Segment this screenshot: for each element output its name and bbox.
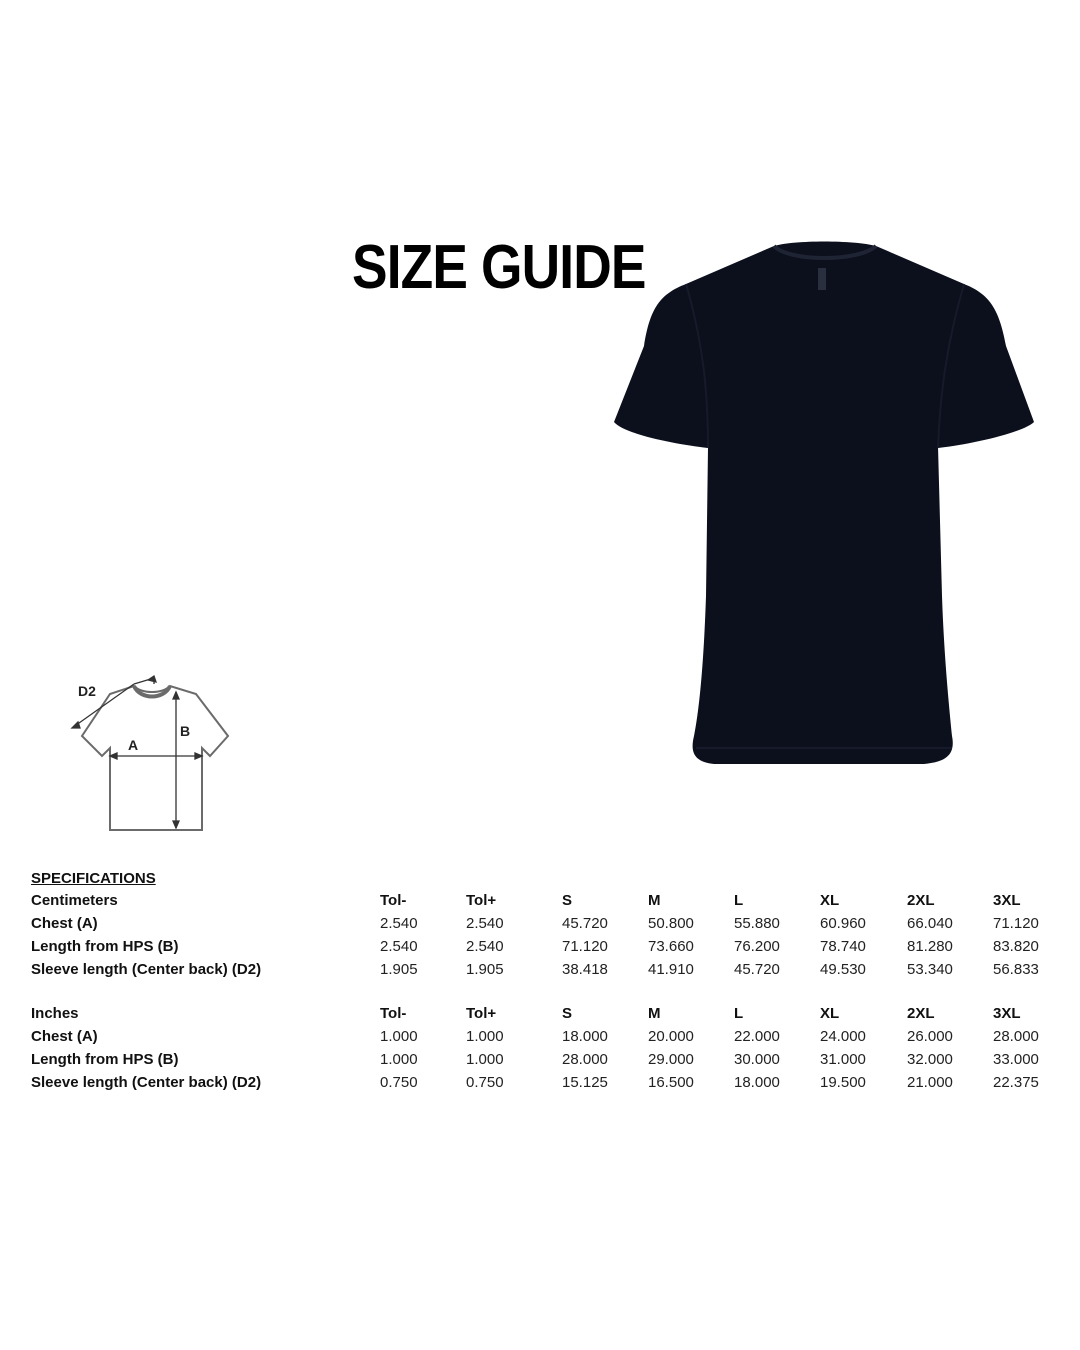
table-cell: 29.000 xyxy=(648,1051,694,1068)
table-cell: 49.530 xyxy=(820,961,866,978)
column-header: Tol- xyxy=(380,892,407,909)
table-cell: 19.500 xyxy=(820,1074,866,1091)
table-cell: 33.000 xyxy=(993,1051,1039,1068)
table-cell: 45.720 xyxy=(734,961,780,978)
table-cell: 20.000 xyxy=(648,1028,694,1045)
table-cell: 28.000 xyxy=(993,1028,1039,1045)
tshirt-body xyxy=(614,242,1034,765)
table-cell: 56.833 xyxy=(993,961,1039,978)
table-cell: 24.000 xyxy=(820,1028,866,1045)
table-cell: 81.280 xyxy=(907,938,953,955)
table-cell: 22.000 xyxy=(734,1028,780,1045)
diagram-label-a: A xyxy=(128,737,139,753)
diagram-shirt-outline xyxy=(82,686,228,830)
table-row xyxy=(31,935,1061,958)
column-header: L xyxy=(734,1005,744,1022)
table-cell: 1.000 xyxy=(380,1051,418,1068)
row-label: Chest (A) xyxy=(31,915,98,932)
table-row xyxy=(31,912,1061,935)
column-header: M xyxy=(648,892,661,909)
column-header: Tol- xyxy=(380,1005,407,1022)
table-cell: 1.000 xyxy=(466,1051,504,1068)
row-label: Length from HPS (B) xyxy=(31,938,179,955)
table-row xyxy=(31,1048,1061,1071)
table-cell: 76.200 xyxy=(734,938,780,955)
table-cell: 60.960 xyxy=(820,915,866,932)
table-cell: 71.120 xyxy=(993,915,1039,932)
table-cell: 1.905 xyxy=(380,961,418,978)
measurement-diagram xyxy=(56,670,246,840)
column-header: S xyxy=(562,892,573,909)
row-label: Sleeve length (Center back) (D2) xyxy=(31,961,262,978)
column-header: Tol+ xyxy=(466,892,497,909)
table-cell: 2.540 xyxy=(466,938,504,955)
table-cell: 78.740 xyxy=(820,938,866,955)
column-header: XL xyxy=(820,892,840,909)
table-cell: 38.418 xyxy=(562,961,608,978)
table-cell: 2.540 xyxy=(380,915,418,932)
specifications-table xyxy=(31,868,1061,1094)
column-header: L xyxy=(734,892,744,909)
diagram-label-b: B xyxy=(180,723,191,739)
table-row xyxy=(31,1025,1061,1048)
table-cell: 18.000 xyxy=(734,1074,780,1091)
column-header: 3XL xyxy=(993,892,1021,909)
table-cell: 26.000 xyxy=(907,1028,953,1045)
table-cell: 21.000 xyxy=(907,1074,953,1091)
table-cell: 1.905 xyxy=(466,961,504,978)
table-cell: 22.375 xyxy=(993,1074,1039,1091)
column-header: S xyxy=(562,1005,573,1022)
column-header: Tol+ xyxy=(466,1005,497,1022)
unit-label-centimeters: Centimeters xyxy=(31,892,118,909)
row-label: Chest (A) xyxy=(31,1028,98,1045)
specifications-heading: SPECIFICATIONS xyxy=(31,870,156,887)
table-cell: 66.040 xyxy=(907,915,953,932)
table-cell: 0.750 xyxy=(466,1074,504,1091)
column-header: 2XL xyxy=(907,1005,935,1022)
table-cell: 2.540 xyxy=(380,938,418,955)
centimeters-header-row xyxy=(31,889,1061,912)
table-cell: 71.120 xyxy=(562,938,608,955)
table-cell: 30.000 xyxy=(734,1051,780,1068)
column-header: 3XL xyxy=(993,1005,1021,1022)
table-cell: 53.340 xyxy=(907,961,953,978)
table-cell: 73.660 xyxy=(648,938,694,955)
table-cell: 0.750 xyxy=(380,1074,418,1091)
table-row xyxy=(31,958,1061,981)
table-cell: 1.000 xyxy=(466,1028,504,1045)
table-cell: 15.125 xyxy=(562,1074,608,1091)
table-cell: 18.000 xyxy=(562,1028,608,1045)
table-cell: 2.540 xyxy=(466,915,504,932)
table-cell: 41.910 xyxy=(648,961,694,978)
inches-header-row xyxy=(31,1002,1061,1025)
table-cell: 55.880 xyxy=(734,915,780,932)
row-label: Sleeve length (Center back) (D2) xyxy=(31,1074,262,1091)
table-cell: 83.820 xyxy=(993,938,1039,955)
tshirt-product-image xyxy=(604,236,1044,776)
table-cell: 1.000 xyxy=(380,1028,418,1045)
table-cell: 31.000 xyxy=(820,1051,866,1068)
table-row xyxy=(31,1071,1061,1094)
table-cell: 45.720 xyxy=(562,915,608,932)
table-cell: 28.000 xyxy=(562,1051,608,1068)
column-header: XL xyxy=(820,1005,840,1022)
table-cell: 32.000 xyxy=(907,1051,953,1068)
unit-label-inches: Inches xyxy=(31,1005,79,1022)
table-cell: 50.800 xyxy=(648,915,694,932)
table-cell: 16.500 xyxy=(648,1074,694,1091)
column-header: M xyxy=(648,1005,661,1022)
row-label: Length from HPS (B) xyxy=(31,1051,179,1068)
column-header: 2XL xyxy=(907,892,935,909)
page-title: SIZE GUIDE xyxy=(352,233,646,302)
diagram-label-d2: D2 xyxy=(78,683,96,699)
tshirt-tag xyxy=(818,268,826,290)
